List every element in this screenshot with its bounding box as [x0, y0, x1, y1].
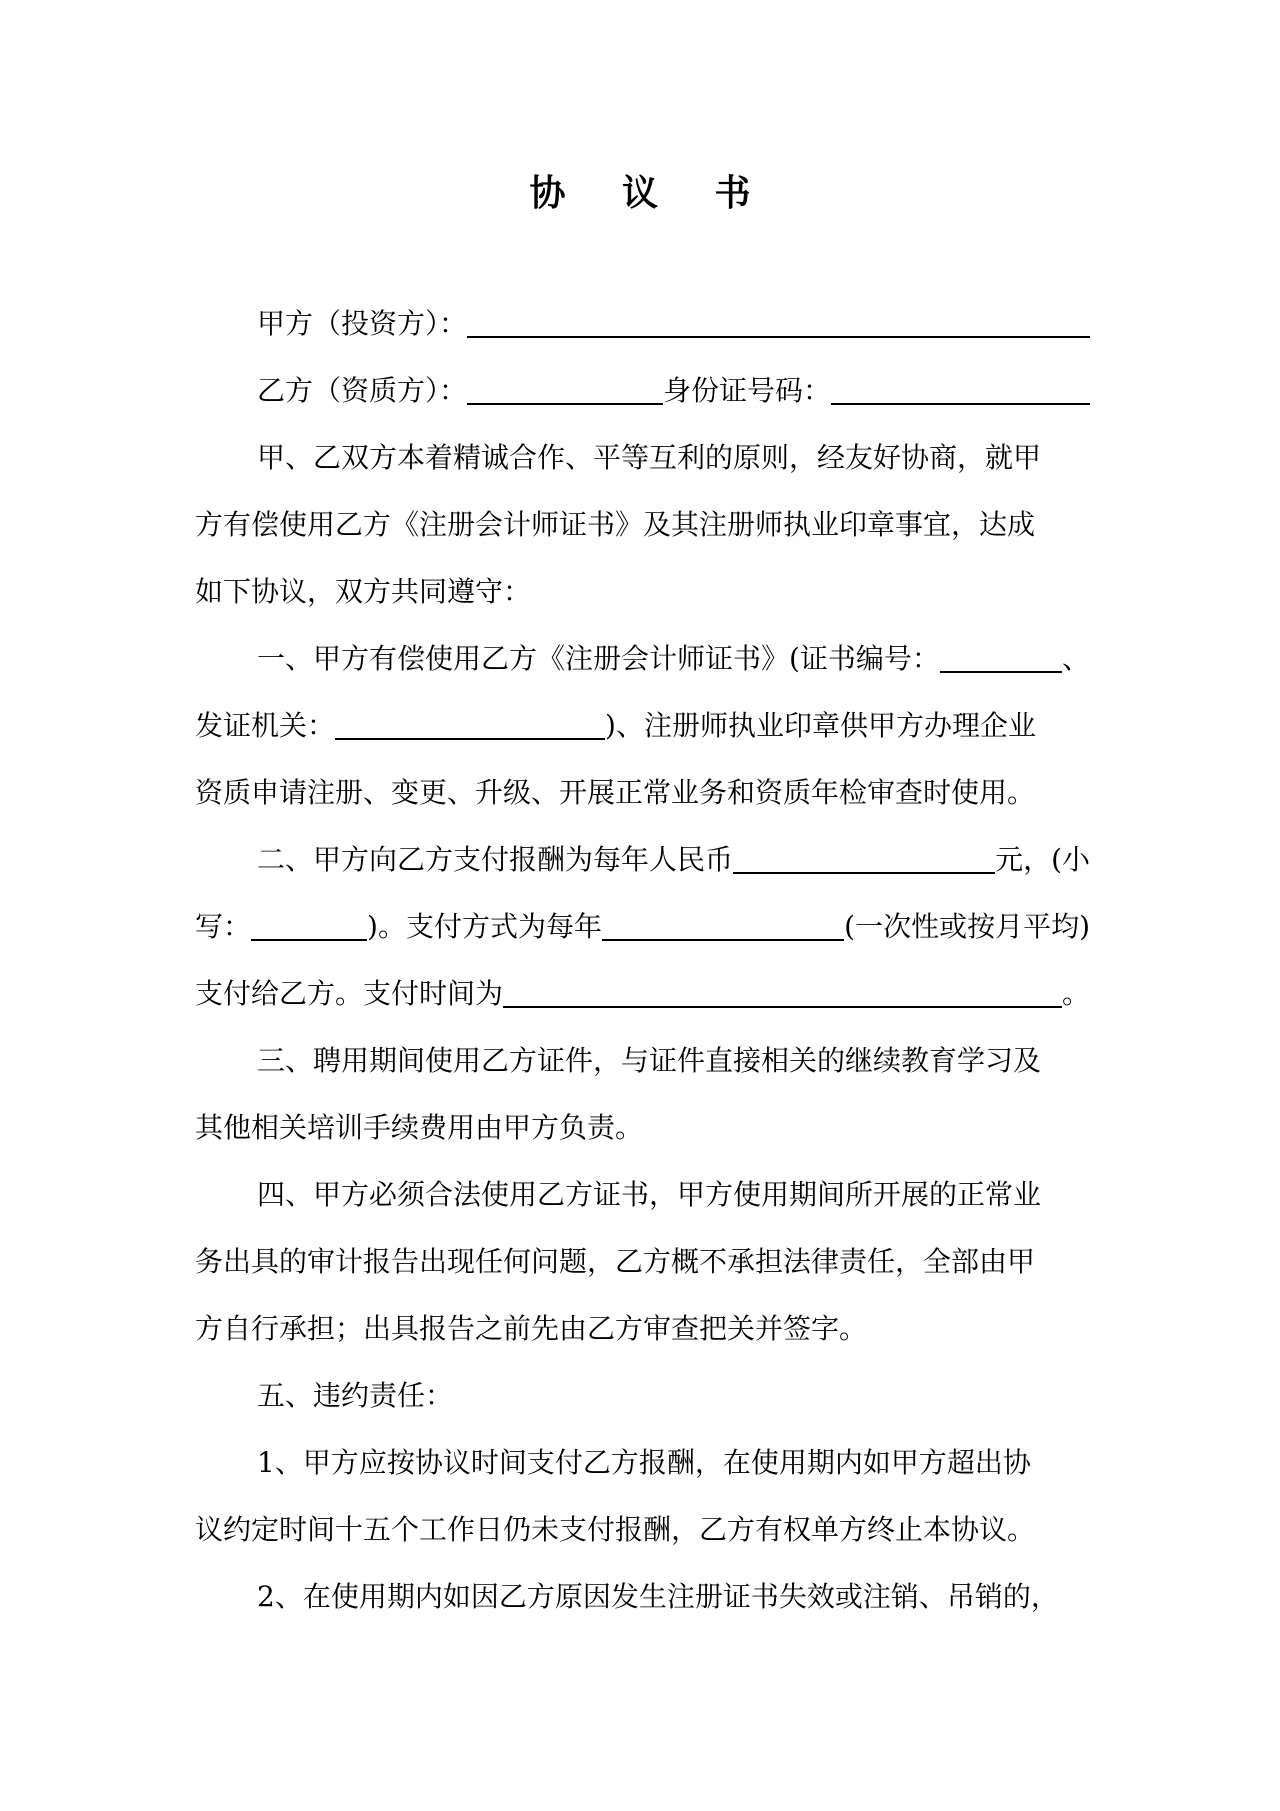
- clause-3-text-1: 三、聘用期间使用乙方证件，与证件直接相关的继续教育学习及: [257, 1044, 1042, 1077]
- clause-1-text-3: 资质申请注册、变更、升级、开展正常业务和资质年检审查时使用。: [195, 776, 1036, 809]
- document-title: 协 议 书: [529, 172, 773, 214]
- preamble-line-3: [195, 572, 1090, 612]
- issuing-authority-blank[interactable]: [335, 708, 605, 740]
- clause-2-line-1: [195, 840, 1090, 880]
- clause-1-text-1a: 一、甲方有偿使用乙方《注册会计师证书》(证书编号：: [257, 642, 940, 675]
- clause-5-item-1-line-1: [195, 1443, 1090, 1483]
- annual-fee-blank[interactable]: [733, 842, 995, 874]
- clause-4-text-1: 四、甲方必须合法使用乙方证书，甲方使用期间所开展的正常业: [257, 1178, 1042, 1211]
- clause-3-line-1: [195, 1041, 1090, 1081]
- clause-5-item-1-text-2: 议约定时间十五个工作日仍未支付报酬，乙方有权单方终止本协议。: [195, 1513, 1036, 1546]
- preamble-text-1: 甲、乙双方本着精诚合作、平等互利的原则，经友好协商，就甲: [257, 441, 1042, 474]
- clause-2-line-3: [195, 974, 1090, 1014]
- preamble-text-3: 如下协议，双方共同遵守：: [195, 575, 532, 608]
- payment-time-blank[interactable]: [503, 976, 1062, 1008]
- clause-5-item-2-text-1: 2、在使用期内如因乙方原因发生注册证书失效或注销、吊销的，: [257, 1580, 1059, 1613]
- clause-1-line-2: [195, 706, 1090, 746]
- clause-5-heading: [195, 1376, 1090, 1416]
- clause-5-item-2-line-1: [195, 1577, 1090, 1617]
- clause-2-text-2c: (一次性或按月平均): [844, 910, 1090, 943]
- party-a-label: 甲方（投资方）：: [257, 307, 468, 340]
- id-number-blank[interactable]: [831, 373, 1090, 405]
- clause-1-text-2b: )、注册师执业印章供甲方办理企业: [605, 709, 1036, 742]
- preamble-line-1: [195, 438, 1090, 478]
- clause-1-line-3: [195, 773, 1090, 813]
- preamble-text-2: 方有偿使用乙方《注册会计师证书》及其注册师执业印章事宜，达成: [195, 508, 1036, 541]
- clause-2-text-1a: 二、甲方向乙方支付报酬为每年人民币: [257, 843, 734, 876]
- party-a-blank[interactable]: [467, 306, 1090, 338]
- clause-4-line-1: [195, 1175, 1090, 1215]
- payment-method-blank[interactable]: [602, 909, 844, 941]
- clause-2-text-3a: 支付给乙方。支付时间为: [195, 977, 504, 1010]
- clause-4-line-2: [195, 1242, 1090, 1282]
- preamble-line-2: [195, 505, 1090, 545]
- clause-5-item-1-line-2: [195, 1510, 1090, 1550]
- clause-4-text-3: 方自行承担；出具报告之前先由乙方审查把关并签字。: [195, 1312, 868, 1345]
- clause-1-line-1: [195, 639, 1090, 679]
- id-number-label: 身份证号码：: [663, 374, 832, 407]
- clause-2-line-2: [195, 907, 1090, 947]
- clause-5-heading-text: 五、违约责任：: [257, 1379, 454, 1412]
- clause-3-text-2: 其他相关培训手续费用由甲方负责。: [195, 1111, 644, 1144]
- amount-numeric-blank[interactable]: [251, 909, 367, 941]
- clause-3-line-2: [195, 1108, 1090, 1148]
- clause-2-text-2b: )。支付方式为每年: [367, 910, 602, 943]
- party-a-line: [195, 304, 1090, 344]
- party-b-label: 乙方（资质方）：: [257, 374, 468, 407]
- clause-5-item-1-text-1: 1、甲方应按协议时间支付乙方报酬，在使用期内如甲方超出协: [257, 1446, 1031, 1479]
- clause-1-text-1b: 、: [1061, 642, 1090, 675]
- party-b-blank[interactable]: [467, 373, 663, 405]
- clause-2-text-3b: 。: [1061, 977, 1090, 1010]
- party-b-line: [195, 371, 1090, 411]
- certificate-number-blank[interactable]: [940, 641, 1062, 673]
- clause-1-text-2a: 发证机关：: [195, 709, 336, 742]
- clause-2-text-2a: 写：: [195, 910, 252, 943]
- clause-4-text-2: 务出具的审计报告出现任何问题，乙方概不承担法律责任，全部由甲: [195, 1245, 1036, 1278]
- clause-4-line-3: [195, 1309, 1090, 1349]
- clause-2-text-1b: 元，(小: [995, 843, 1090, 876]
